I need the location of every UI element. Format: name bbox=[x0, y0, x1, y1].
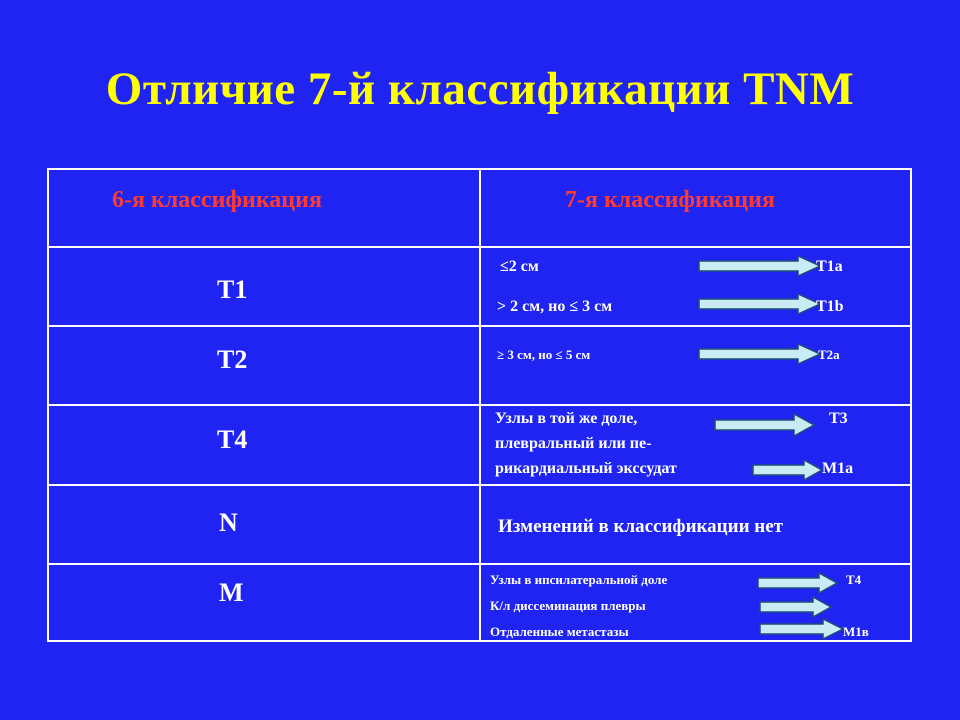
row-label-n: N bbox=[219, 508, 238, 537]
m-line-2-text: К/л диссеминация плевры bbox=[490, 598, 646, 613]
right-arrow-icon bbox=[752, 459, 824, 481]
m-line-1-result: T4 bbox=[846, 572, 862, 587]
slide-title: Отличие 7-й классификации TNM bbox=[105, 63, 855, 115]
table-border-right bbox=[910, 168, 912, 642]
t2-line-1-result: T2a bbox=[818, 347, 840, 362]
m-line-1-text: Узлы в ипсилатеральной доле bbox=[490, 572, 668, 587]
t1-line-2-text: > 2 см, но ≤ 3 см bbox=[497, 298, 613, 315]
n-line-1-text: Изменений в классификации нет bbox=[498, 516, 783, 537]
m-line-3-result: M1в bbox=[843, 624, 869, 639]
m-line-3-text: Отдаленные метастазы bbox=[490, 624, 629, 639]
row-label-t2: T2 bbox=[217, 345, 248, 374]
t1-line-1-text: ≤2 см bbox=[500, 258, 539, 275]
right-arrow-icon bbox=[759, 596, 833, 618]
row-label-t4: T4 bbox=[217, 425, 248, 454]
header-7th-classification: 7-я классификация bbox=[565, 187, 775, 213]
row-label-t1: T1 bbox=[217, 275, 248, 304]
right-arrow-icon bbox=[698, 255, 822, 277]
t1-line-1-result: T1a bbox=[816, 258, 843, 275]
t4-line-1-result: T3 bbox=[829, 410, 848, 427]
t4-line-3-text: рикардиальный экссудат bbox=[495, 460, 677, 477]
header-6th-classification: 6-я классификация bbox=[112, 187, 322, 213]
right-arrow-icon bbox=[714, 413, 816, 437]
t2-line-1-text: ≥ 3 см, но ≤ 5 см bbox=[497, 347, 591, 362]
t1-line-2-result: T1b bbox=[816, 298, 844, 315]
t4-line-2-text: плевральный или пе- bbox=[495, 435, 652, 452]
classification-table bbox=[47, 168, 912, 642]
t4-line-1-text: Узлы в той же доле, bbox=[495, 410, 638, 427]
right-arrow-icon bbox=[757, 572, 839, 594]
right-arrow-icon bbox=[759, 618, 845, 640]
t4-line-3-result: M1a bbox=[822, 460, 854, 477]
right-arrow-icon bbox=[698, 343, 822, 365]
right-arrow-icon bbox=[698, 293, 822, 315]
row-label-m: M bbox=[219, 578, 244, 607]
table-border-left bbox=[47, 168, 49, 642]
column-divider bbox=[479, 168, 481, 642]
